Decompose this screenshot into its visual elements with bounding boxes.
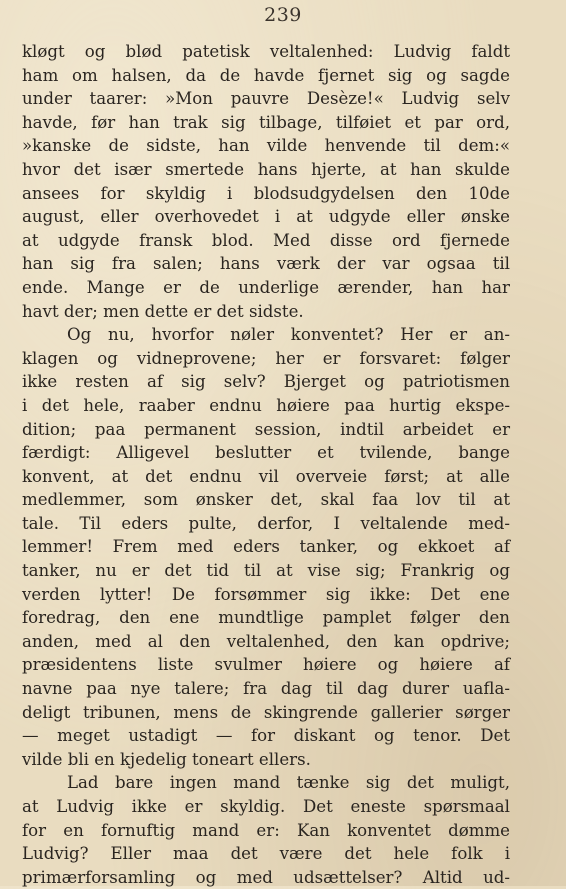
paragraph-end-line: vilde bli en kjedelig toneart ellers. xyxy=(22,749,311,769)
text-line: foredrag, den ene mundtlige pamplet følger den xyxy=(22,608,510,628)
text-line: deligt tribunen, mens de skingrende gallerier sørger xyxy=(22,702,510,722)
text-line: ham om halsen, da de havde fjernet sig og sagde xyxy=(22,65,510,85)
text-line: ende. Mange er de underlige ærender, han har xyxy=(22,277,510,297)
text-line: han sig fra salen; hans værk der var ogsaa til xyxy=(22,254,510,274)
text-line: navne paa nye talere; fra dag til dag durer uafla- xyxy=(22,679,510,699)
text-line: at Ludvig ikke er skyldig. Det eneste spørsmaal xyxy=(22,797,510,816)
text-line: lemmer! Frem med eders tanker, og ekkoet af xyxy=(22,537,510,557)
text-line: dition; paa permanent session, indtil arbeidet er xyxy=(22,419,510,439)
text-line: anden, med al den veltalenhed, den kan opdrive; xyxy=(22,631,510,651)
page-number: 239 xyxy=(264,4,302,26)
text-line: konvent, at det endnu vil overveie først; at alle xyxy=(22,466,510,486)
paragraph-start-line: Lad bare ingen mand tænke sig det muligt, xyxy=(67,773,510,793)
text-line: ansees for skyldig i blodsudgydelsen den 10de xyxy=(22,183,510,203)
text-line: hvor det især smertede hans hjerte, at han skulde xyxy=(22,159,510,179)
text-line: for en fornuftig mand er: Kan konventet dømme xyxy=(22,820,510,840)
text-line: — meget ustadigt — for diskant og tenor. Det xyxy=(22,726,510,746)
text-line: verden lytter! De forsømmer sig ikke: Det ene xyxy=(22,584,510,604)
paragraph-end-line: havt der; men dette er det sidste. xyxy=(22,301,304,321)
text-line: tale. Til eders pulte, derfor, I veltalende med- xyxy=(22,513,510,533)
text-line: i det hele, raaber endnu høiere paa hurtig ekspe- xyxy=(22,395,510,415)
text-line: at udgyde fransk blod. Med disse ord fjernede xyxy=(22,230,510,250)
text-line: primærforsamling og med udsættelser? Altid ud- xyxy=(22,867,510,887)
text-line: tanker, nu er det tid til at vise sig; Frankrig og xyxy=(22,561,510,581)
text-line: »kanske de sidste, han vilde henvende til dem:« xyxy=(22,136,510,156)
text-line: færdigt: Alligevel beslutter et tvilende, bange xyxy=(22,443,510,463)
text-line: kløgt og blød patetisk veltalenhed: Ludvig faldt xyxy=(22,42,510,61)
text-line: præsidentens liste svulmer høiere og høiere af xyxy=(22,655,510,675)
text-line: Ludvig? Eller maa det være det hele folk i xyxy=(22,844,510,864)
text-line: august, eller overhovedet i at udgyde eller ønske xyxy=(22,207,510,227)
text-line: havde, før han trak sig tilbage, tilføiet et par ord, xyxy=(22,112,510,132)
paragraph-start-line: Og nu, hvorfor nøler konventet? Her er an- xyxy=(67,325,510,345)
text-line: ikke resten af sig selv? Bjerget og patriotismen xyxy=(22,372,510,392)
text-line: klagen og vidneprovene; her er forsvaret: følger xyxy=(22,348,510,368)
body-text xyxy=(22,40,510,889)
text-line: under taarer: »Mon pauvre Desèze!« Ludvig selv xyxy=(22,89,510,109)
text-line: medlemmer, som ønsker det, skal faa lov til at xyxy=(22,490,510,510)
